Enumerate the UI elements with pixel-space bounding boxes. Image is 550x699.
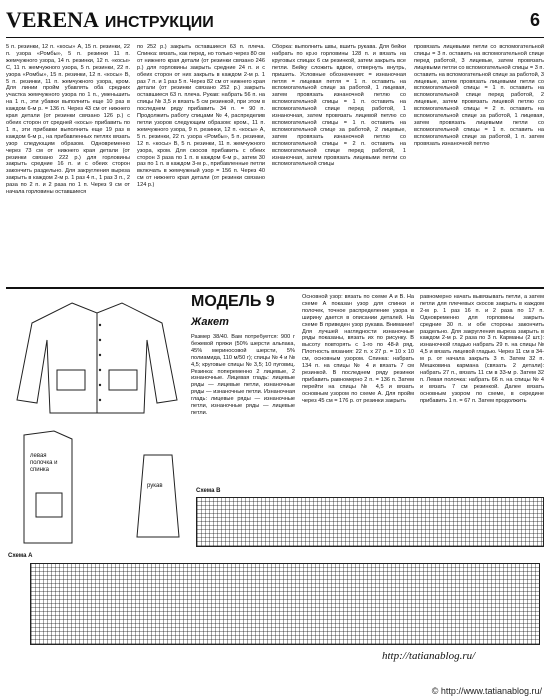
pattern-schematic: [14, 425, 194, 549]
scheme-a-label: Схема А: [8, 553, 33, 559]
model-column-1-text: Размер 38/40. Вам потребуется: 900 г бежевой пряжи (50% шерсти альпака, 45% мериносовой шерсти, 5% полиамида, 110 м/50 г); спицы № 4 и № 4,5; круговые спицы № 3,5; 10 пуговиц. Резинка: попеременно 2 лицевые, 2 изнаночные. Лицевая гладь: лицевые ряды — лицевые петли, изнаночные ряды — изнаночные петли. Изнаночная гладь: лицевые ряды — изнаночные петли, изнаночные ряды — лицевые петли.: [191, 334, 295, 416]
scheme-b-chart: [196, 497, 544, 547]
model-subtitle: Жакет: [191, 316, 229, 328]
brand-name: VERENA: [6, 7, 99, 32]
watermark: © http://www.tatianablog.ru/: [431, 686, 542, 696]
page-number: 6: [529, 10, 540, 30]
instructions-column-2: [137, 44, 265, 280]
scheme-b-label: Схема В: [196, 488, 221, 494]
model-column-2-text: Основной узор: вязать по схеме A и B. На схеме А показан узор для спинки и полочек, точное распределение узора в ширину дается в описании деталей. На схеме B приведен узор рукава. Внимание! Для лучшей наглядности изнаночные ряды показаны, вязать их по рисунку. В высоту повторять с 1-го по 48-й ряд. Плотность вязания: 22 п. х 27 р. = 10 х 10 см, основным узором. Спинка: набрать 134 п. на спицы № 4 и вязать 7 см резинкой. В последнем ряду резинки прибавить равномерно 2 п. = 136 п. Затем перейти на спицы № 4,5 и вязать основным узором по схеме A. Для пройм через 45 см = 176 р. от резинки закрыть: [302, 294, 414, 404]
column-1-text: 5 п. резинки, 12 п. «косы» А, 15 п. резинки, 22 п. узора «Ромбы», 5 п. резинки 11 п. жемчужного узора, 14 п. резинки, 12 п. «косы» С, 11 п. жемчужного узора, 5 п. резинки, 22 п. узора «Ромбы», 15 п. резинки, 12 п. «косы» В, 5 п. резинки, 11 п. жемчужного узора, кром. Для линии пройм убавлять оба средних участка жемчужного узора по 1 п., уменьшить на 1 п., эти убавки выполнить еще 10 раз в каждом 6-м р. = 136 п. Через 43 см от нижнего края детали (от резинки связано 126 р.) с обеих сторон от средней «косы» прибавить по 1 п., эти прибавки выполнить еще 19 раз в каждом 6-м р., на прибавленных петлях вязать узор следующим образом. Одновременно через 73 см от нижнего края детали (от резинки связано 222 р.) для горловины закрыть средние 16 п. и с обеих сторон закончить раздельно. Для закругления выреза закрыть в каждом 2-м р. 1 раз 4 п., 1 раз 3 п., 2 раза по 2 п. и 2 раза по 1 п. Через 9 см от начала горловины оставшиеся: [6, 44, 130, 196]
model-column-3-text: равномерно начать вывязывать петли, а затем петли для плечевых скосов закрыть в каждом 2-м р. 1 раз 16 п. и 2 раза по 17 п. Одновременно для горловины закрыть средние 30 п. и обе стороны закончить раздельно. Для закругления выреза закрыть в каждом 2-м р. 2 раза по 3 п. Карманы (2 шт.): изнаночной гладью набрать 29 п. на спицы № 4,5 и вязать лицевой гладью. Через 11 см в 34-м р. от начала закрыть 3 п. Затем 32 п. Мешковина кармана (связать 2 детали): набрать 27 п., вязать 11 см в 33-м р. Затем 32 п. Левая полочка: набрать 66 п. на спицы № 4 и вязать 7 см резинкой. Далее вязать основным узором по схеме, в середине прибавить 1 п. = 67 п. Затем продолжить: [420, 294, 544, 404]
page-header: [6, 4, 544, 38]
section-title: ИНСТРУКЦИИ: [104, 14, 214, 31]
jacket-sketch: [12, 295, 182, 420]
model-title: МОДЕЛЬ 9: [191, 293, 275, 310]
model-column-2: [302, 294, 414, 484]
model-column-1: [191, 334, 295, 464]
magazine-brand: [6, 7, 214, 33]
instructions-column-1: [6, 44, 130, 280]
sleeve-label: рукав: [147, 483, 163, 489]
instructions-column-3: [272, 44, 406, 280]
section-divider: [6, 287, 544, 289]
instructions-column-4: [414, 44, 544, 280]
blog-url[interactable]: http://tatianablog.ru/: [382, 650, 476, 662]
left-front-label: левая полочка и спинка: [30, 453, 58, 473]
scheme-a-chart: [30, 563, 540, 645]
column-2-text: по 252 р.) закрыть оставшиеся 63 п. плеча. Спинка: вязать, как перед, но только через 80 см от нижнего края детали (от резинки связано 246 р.) для горловины закрыть средние 24 п. и с обеих сторон от них закрыть в каждом 2-м р. 1 раз 7 п. и 1 раз 5 п. Через 82 см от нижнего края детали (от резинки связано 252 р.) закрыть оставшиеся 63 п. плеча. Рукав: набрать 56 п. на спицы № 3,5 и вязать 5 см резинкой, при этом в последнем ряду прибавить 34 п. = 90 п. Продолжить работу спицами № 4, распределив петли узоров следующим образом: кром., 11 п. жемчужного узора, 9 п. резинки, 12 п. «косы» А, 5 п. резинки, 22 п. узора «Ромбы», 5 п. резинки, 12 п. «косы» В, 5 п. резинки, 11 п. жемчужного узора, кром. Для скосов прибавить с обеих сторон 3 раза по 1 п. в каждом 6-м р., затем 30 раз по 1 п. в каждом 3-м р., прибавленные петли включать в жемчужный узор = 156 п. Через 40 см от нижнего края детали (от резинки связано 124 р.): [137, 44, 265, 189]
jacket-illustration: [12, 295, 182, 420]
column-3-text: Сборка: выполнить швы, вшить рукава. Для бейки набрать по кр.ю горловины 128 п. и вязать на круговых спицах 6 см резинкой, затем закрыть все петли. Бейку сложить вдвое, отвернуть внутрь, пришить. Условные обозначения: = изнаночная петля = лицевая петля = 1 п. оставить на вспомогательной спице за работой, 1 лицевая, затем провязать изнаночной петлю со вспомогательной спицы = 1 п. оставить на вспомогательной спице перед работой, 1 изнаночная, затем провязать лицевой петлю со вспомогательной спицы = 1 п. оставить на вспомогательной спице за работой, 2 лицевые, затем провязать изнаночной петлю со вспомогательной спицы = 2 п. оставить на вспомогательной спице перед работой, 1 изнаночная, затем провязать лицевыми петли со вспомогательной спицы: [272, 44, 406, 168]
pattern-outline: [14, 425, 194, 549]
model-column-3: [420, 294, 544, 484]
column-4-text: провязать лицевыми петли со вспомогательной спицы = 3 п. оставить на вспомогательной спице перед работой, 3 лицевые, затем провязать лицевыми петли со вспомогательной спицы = 3 п. оставить на вспомогательной спице за работой, 3 лицевые, затем провязать лицевыми петли со вспомогательной спицы = 1 п. оставить на вспомогательной спице перед работой, 2 лицевые, затем провязать лицевой петлю со вспомогательной спицы = 2 п. оставить на вспомогательной спице за работой, 1 лицевая, затем провязать лицевыми петли со вспомогательной спицы = 1 п. оставить на вспомогательной спице за работой, 1 п. затем провязать изнаночной петлю: [414, 44, 544, 147]
